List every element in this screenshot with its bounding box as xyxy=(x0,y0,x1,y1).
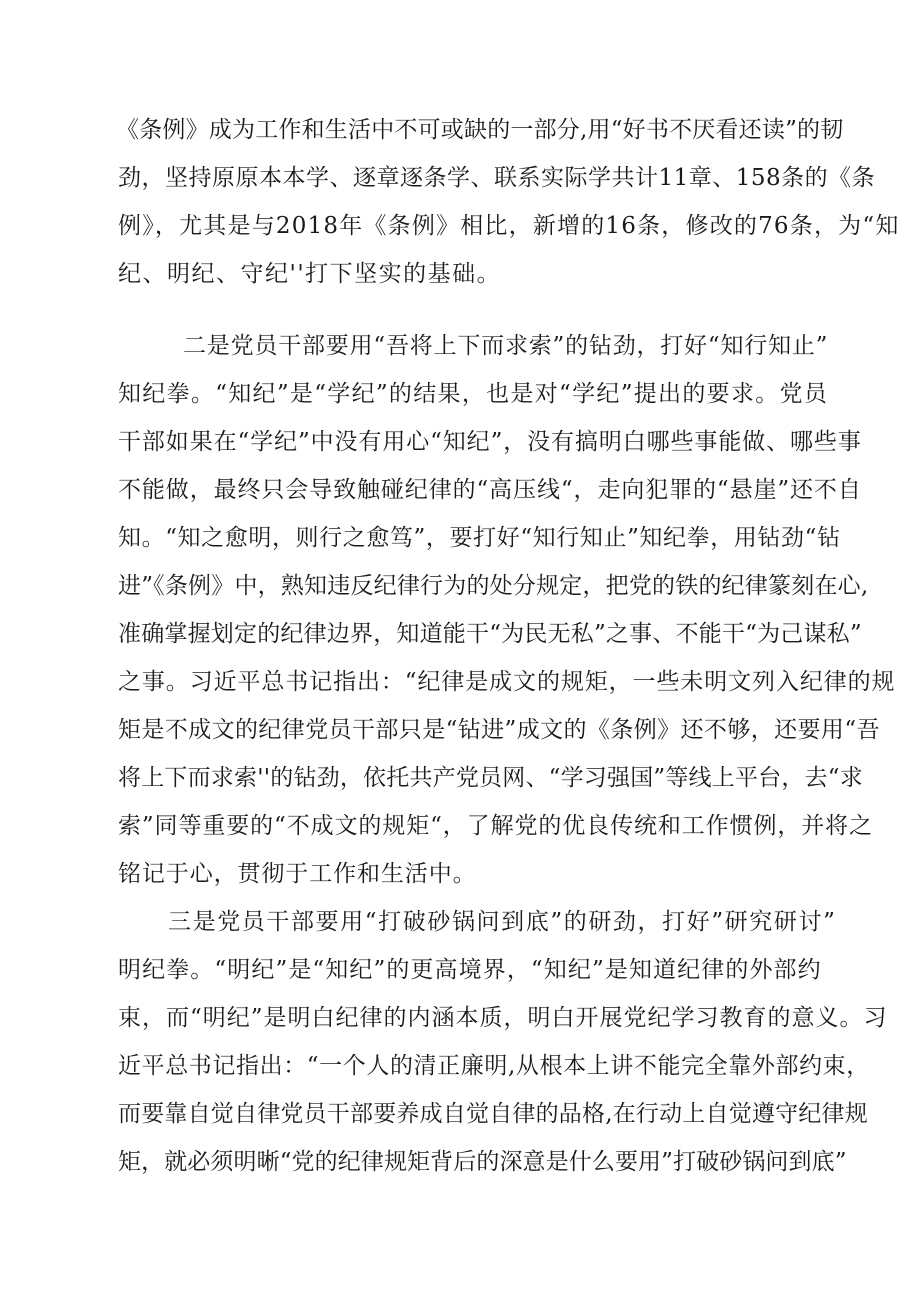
p2-line-8: 之事。习近平总书记指出：“纪律是成文的规矩，一些未明文列入纪律的规 xyxy=(118,669,896,695)
p3-line-4: 近平总书记指出：“一个人的清正廉明,从根本上讲不能完全靠外部约束， xyxy=(118,1053,870,1079)
p2-line-9: 矩是不成文的纪律党员干部只是“钻进”成文的《条例》还不够，还要用“吾 xyxy=(118,717,880,743)
p3-line-3: 束，而“明纪”是明白纪律的内涵本质，明白开展党纪学习教育的意义。习 xyxy=(118,1005,888,1031)
p3-line-6: 矩，就必须明晰“党的纪律规矩背后的深意是什么要用”打破砂锅问到底” xyxy=(118,1149,847,1175)
p1-line-3: 例》，尤其是与2018年《条例》相比，新增的16条，修改的76条，为“知 xyxy=(118,213,900,239)
p2-line-10: 将上下而求索''的钻劲，依托共产党员网、“学习强国”等线上平台，去“求 xyxy=(118,765,863,791)
p2-line-1: 二是党员干部要用“吾将上下而求索”的钻劲，打好“知行知止” xyxy=(183,333,829,359)
p2-line-2: 知纪拳。“知纪”是“学纪”的结果，也是对“学纪”提出的要求。党员 xyxy=(118,381,829,407)
p1-line-4: 纪、明纪、守纪''打下坚实的基础。 xyxy=(118,261,502,287)
p2-line-7: 准确掌握划定的纪律边界，知道能干“为民无私”之事、不能干“为己谋私” xyxy=(118,621,862,647)
p2-line-11: 索”同等重要的“不成文的规矩“，了解党的优良传统和工作惯例，并将之 xyxy=(118,813,873,839)
p3-line-5: 而要靠自觉自律党员干部要养成自觉自律的品格,在行动上自觉遵守纪律规 xyxy=(118,1101,868,1127)
p1-line-1: 《条例》成为工作和生活中不可或缺的一部分,用“好书不厌看还读”的韧 xyxy=(116,117,844,143)
p2-line-12: 铭记于心，贯彻于工作和生活中。 xyxy=(118,861,477,887)
p2-line-6: 进”《条例》中，熟知违反纪律行为的处分规定，把党的铁的纪律篆刻在心, xyxy=(118,573,869,599)
p3-line-1: 三是党员干部要用“打破砂锅问到底”的研劲，打好”研究研讨” xyxy=(168,909,837,935)
p2-line-3: 干部如果在“学纪”中没有用心“知纪”，没有搞明白哪些事能做、哪些事 xyxy=(118,429,862,455)
p3-line-2: 明纪拳。“明纪”是“知纪”的更高境界，“知纪”是知道纪律的外部约 xyxy=(118,957,822,983)
p2-line-4: 不能做，最终只会导致触碰纪律的“高压线“，走向犯罪的“悬崖”还不自 xyxy=(118,477,862,503)
p1-line-2: 劲，坚持原原本本学、逐章逐条学、联系实际学共计11章、158条的《条 xyxy=(118,165,876,191)
p2-line-5: 知。“知之愈明，则行之愈笃”，要打好“知行知止”知纪拳，用钻劲“钻 xyxy=(118,525,841,551)
